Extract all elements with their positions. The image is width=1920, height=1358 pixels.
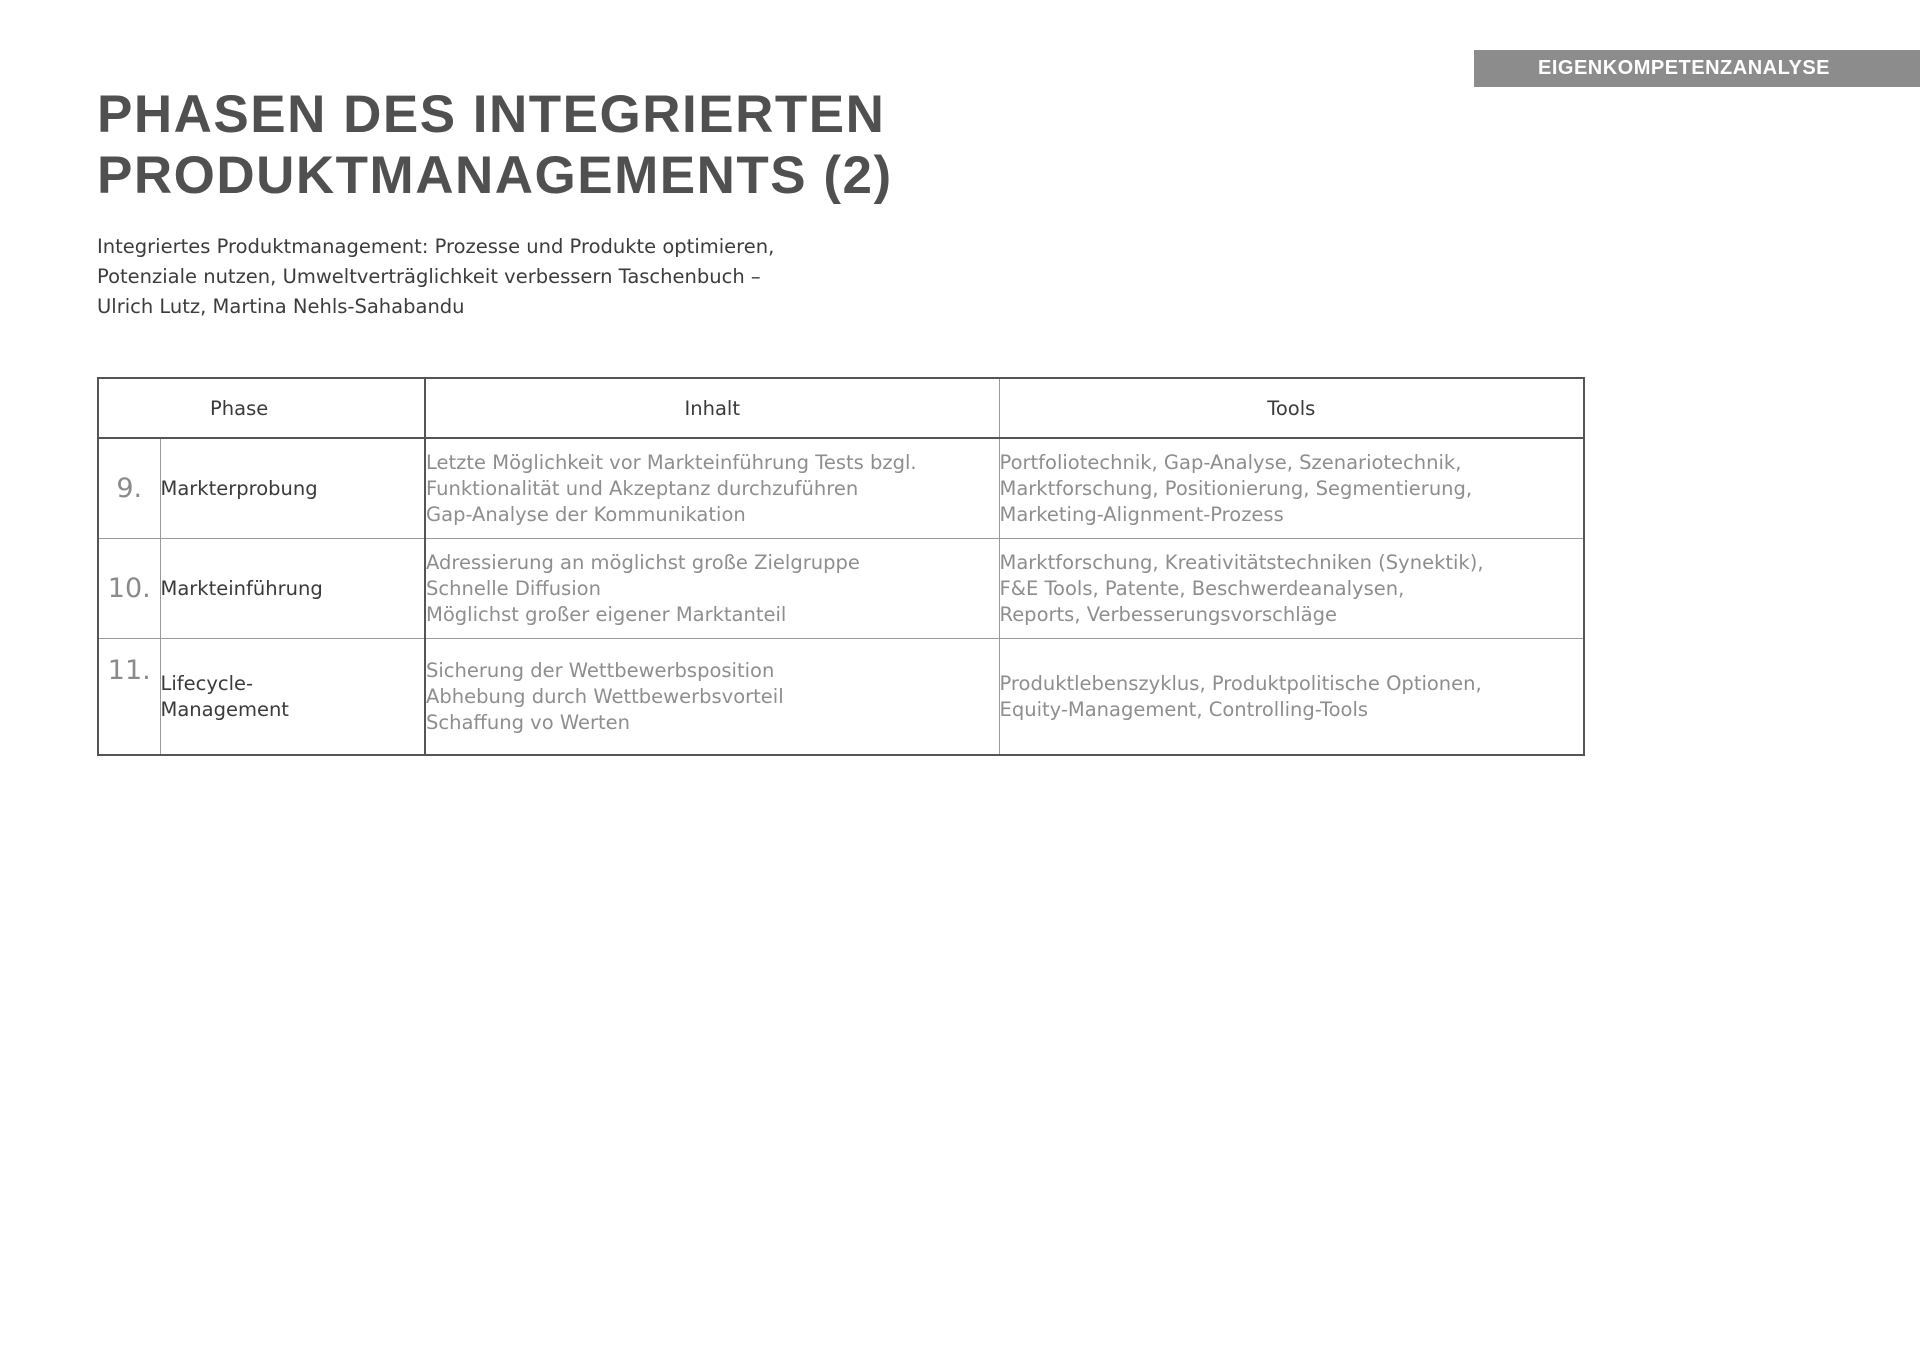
source-line: Integriertes Produktmanagement: Prozesse und Produkte optimieren, [97,235,775,258]
phase-number: 11. [98,639,160,756]
tools-line: Reports, Verbesserungsvorschläge [999,602,1337,626]
tools-line: Marktforschung, Positionierung, Segmentierung, [999,476,1473,500]
section-tab: EIGENKOMPETENZANALYSE [1474,50,1920,87]
content-line: Adressierung an möglichst große Zielgruppe [426,550,860,574]
phase-tools [999,639,1584,756]
phase-content [425,539,999,639]
phase-name [160,438,425,539]
content-line: Gap-Analyse der Kommunikation [426,502,746,526]
content-line: Funktionalität und Akzeptanz durchzuführen [426,476,859,500]
phase-name [160,639,425,756]
phase-content [425,438,999,539]
table-header-row [98,378,1584,438]
tools-line: Equity-Management, Controlling-Tools [999,697,1369,721]
tools-line: F&E Tools, Patente, Beschwerdeanalysen, [999,576,1405,600]
tools-line: Marktforschung, Kreativitätstechniken (Synektik), [999,550,1484,574]
source-citation [97,232,797,322]
phase-tools [999,539,1584,639]
tools-line: Produktlebenszyklus, Produktpolitische Optionen, [999,671,1482,695]
phase-content [425,639,999,756]
phase-name-line: Management [160,697,289,721]
page-title-line-2: PRODUKTMANAGEMENTS (2) [97,146,893,205]
content-line: Möglichst großer eigener Marktanteil [426,602,787,626]
phases-table [97,377,1585,756]
column-header-content: Inhalt [425,378,999,438]
content-line: Schnelle Diffusion [426,576,601,600]
phase-name-line: Lifecycle- [160,671,254,695]
phase-name-line: Markteinführung [160,576,323,600]
table-row [98,639,1584,756]
source-line: Potenziale nutzen, Umweltverträglichkeit verbessern Taschenbuch – [97,265,761,288]
tools-line: Portfoliotechnik, Gap-Analyse, Szenariotechnik, [999,450,1462,474]
column-header-tools: Tools [999,378,1584,438]
phase-name [160,539,425,639]
phase-tools [999,438,1584,539]
column-header-phase: Phase [98,378,425,438]
source-line: Ulrich Lutz, Martina Nehls-Sahabandu [97,295,465,318]
page-title-line-1: PHASEN DES INTEGRIERTEN [97,85,886,144]
content-line: Schaffung vo Werten [426,710,630,734]
tools-line: Marketing-Alignment-Prozess [999,502,1284,526]
phase-number: 9. [98,438,160,539]
content-line: Sicherung der Wettbewerbsposition [426,658,775,682]
phase-name-line: Markterprobung [160,476,318,500]
phase-number: 10. [98,539,160,639]
content-line: Letzte Möglichkeit vor Markteinführung Tests bzgl. [426,450,917,474]
table-row [98,438,1584,539]
content-line: Abhebung durch Wettbewerbsvorteil [426,684,784,708]
table-row [98,539,1584,639]
page-title [97,84,893,206]
